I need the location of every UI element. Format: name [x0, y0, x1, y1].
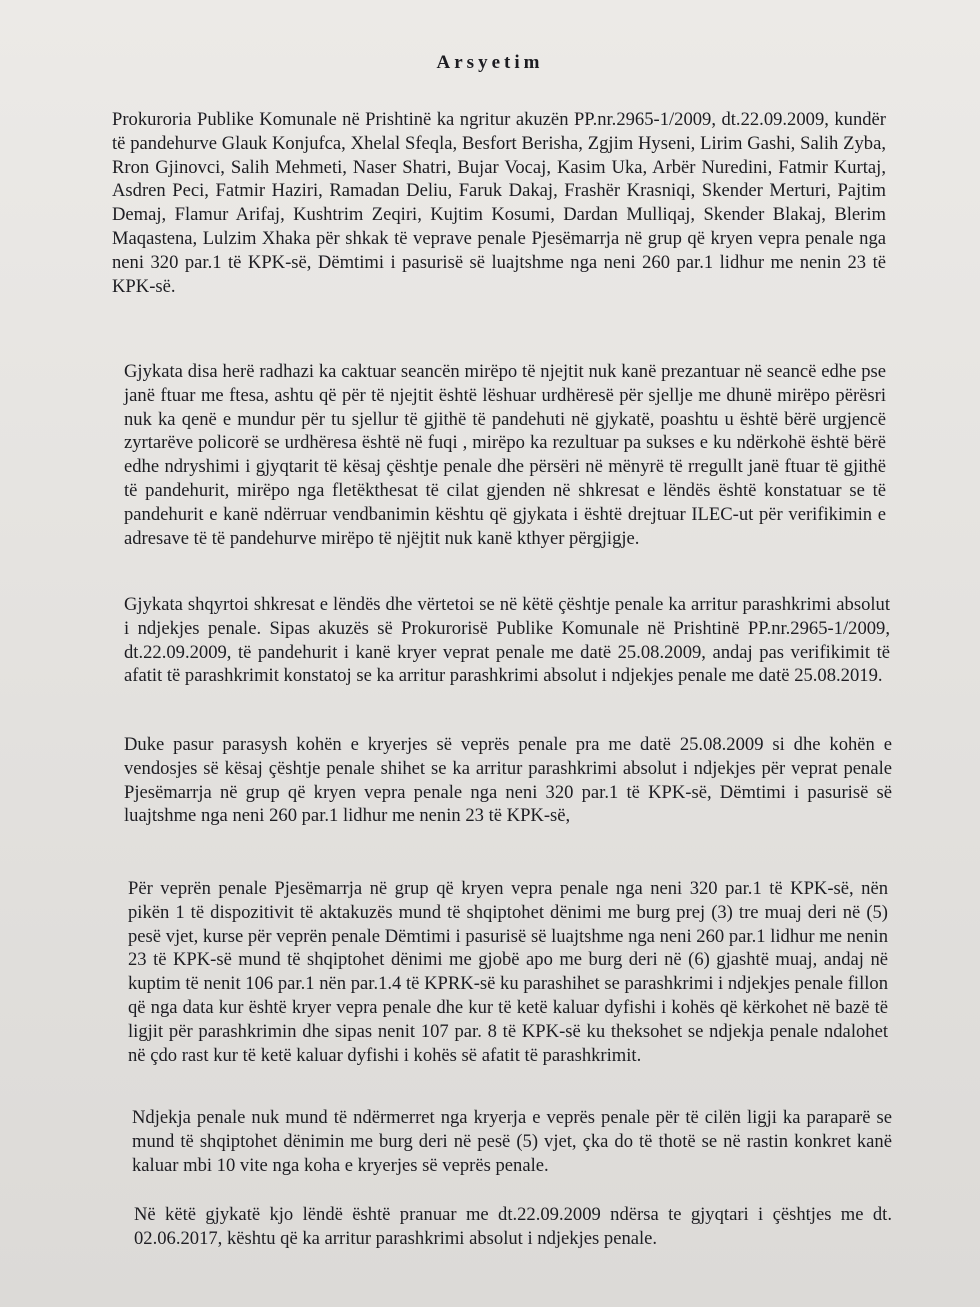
paragraph-court-review: Gjykata shqyrtoi shkresat e lëndës dhe vërtetoi se në këtë çështje penale ka arritur parashkrimi absolut i ndjekjes penale. Sipas akuzës së Prokurorisë Publike Komunale në Prishtinë PP.nr.2965-1/2009, dt.22.09.2009, të pandehurit i kanë kryer veprat penale me datë 25.08.2009, andaj pas verifikimit të afatit të parashkrimit konstatoj se ka arritur parashkrimi absolut i ndjekjes penale me datë 25.08.2019. — [124, 594, 890, 687]
paragraph-penalties: Për veprën penale Pjesëmarrja në grup që kryen vepra penale nga neni 320 par.1 të KPK-së, nën pikën 1 të dispozitivit të aktakuzës mund të shqiptohet dënimi me burg prej (3) tre muaj deri në (5) pesë vjet, kurse për veprën penale Dëmtimi i pasurisë së luajtshme nga neni 260 par.1 lidhur me nenin 23 të KPK-së mund të shqiptohet dënimi me gjobë apo me burg deri në (6) gjashtë muaj, andaj në kuptim të nenit 106 par.1 nën par.1.4 të KPRK-së ku parashihet se parashkrimi i ndjekjes penale fillon që nga data kur është kryer vepra penale dhe kur të ketë kaluar dyfishi i kohës që kërkohet në bazë të ligjit për parashkrimin dhe sipas nenit 107 par. 8 të KPK-së ku theksohet se ndjekja penale ndalohet në çdo rast kur të ketë kaluar dyfishi i kohës së afatit të parashkrimit. — [128, 878, 888, 1066]
paragraph-time-of-offence: Duke pasur parasysh kohën e kryerjes së veprës penale pra me datë 25.08.2009 si dhe kohën e vendosjes së kësaj çështje penale shihet se ka arritur parashkrimi absolut i ndjekjes për veprat penale Pjesëmarrja në grup që kryen vepra penale nga neni 320 par.1 të KPK-së, Dëmtimi i pasurisë së luajtshme nga neni 260 par.1 lidhur me nenin 23 të KPK-së, — [124, 734, 892, 827]
paragraph-prosecution-limit: Ndjekja penale nuk mund të ndërmerret nga kryerja e veprës penale për të cilën ligji ka paraparë se mund të shqiptohet dënimin me burg deri në pesë (5) vjet, çka do të thotë se në rastin konkret kanë kaluar mbi 10 vite nga koha e kryerjes së veprës penale. — [132, 1107, 892, 1176]
paragraph-court-sessions: Gjykata disa herë radhazi ka caktuar seancën mirëpo të njejtit nuk kanë prezantuar në seancë edhe pse janë ftuar me ftesa, ashtu që për të njejtit është lëshuar urdhëresë për sjellje me dhunë mirëpo përësri nuk ka qenë e mundur për tu sjellur të gjithë të pandehuti në gjykatë, poashtu u është bërë urgjencë zyrtarëve policorë se urdhëresa është në fuqi , mirëpo ka rezultuar pa sukses e ku ndërkohë është bërë edhe ndryshimi i gjyqtarit të kësaj çështje penale dhe përsëri në mënyrë të rregullt janë ftuar të gjithë të pandehurit, mirëpo nga fletëkthesat të cilat gjenden në shkresat e lëndës është konstatuar se të pandehurit e kanë ndërruar vendbanimin kështu që gjykata i është drejtuar ILEC-ut për verifikimin e adresave të të pandehurve mirëpo të njëjtit nuk kanë kthyer përgjigje. — [124, 361, 886, 549]
paragraph-case-received: Në këtë gjykatë kjo lëndë është pranuar me dt.22.09.2009 ndërsa te gjyqtari i çështjes me dt. 02.06.2017, kështu që ka arritur parashkrimi absolut i ndjekjes penale. — [134, 1204, 892, 1249]
document-title: Arsyetim — [436, 52, 544, 73]
paragraph-indictment: Prokuroria Publike Komunale në Prishtinë ka ngritur akuzën PP.nr.2965-1/2009, dt.22.09.2009, kundër të pandehurve Glauk Konjufca, Xhelal Sfeqla, Besfort Berisha, Zgjim Hyseni, Lirim Gashi, Salih Zyba, Rron Gjinovci, Salih Mehmeti, Naser Shatri, Bujar Vocaj, Kasim Uka, Arbër Nuredini, Fatmir Kurtaj, Asdren Peci, Fatmir Haziri, Ramadan Deliu, Faruk Dakaj, Frashër Krasniqi, Skender Merturi, Pajtim Demaj, Flamur Arifaj, Kushtrim Zeqiri, Kujtim Kosumi, Dardan Mulliqaj, Skender Blakaj, Blerim Maqastena, Lulzim Xhaka për shkak të veprave penale Pjesëmarrja në grup që kryen vepra penale nga neni 320 par.1 të KPK-së, Dëmtimi i pasurisë së luajtshme nga neni 260 par.1 lidhur me nenin 23 të KPK-së. — [112, 109, 886, 297]
